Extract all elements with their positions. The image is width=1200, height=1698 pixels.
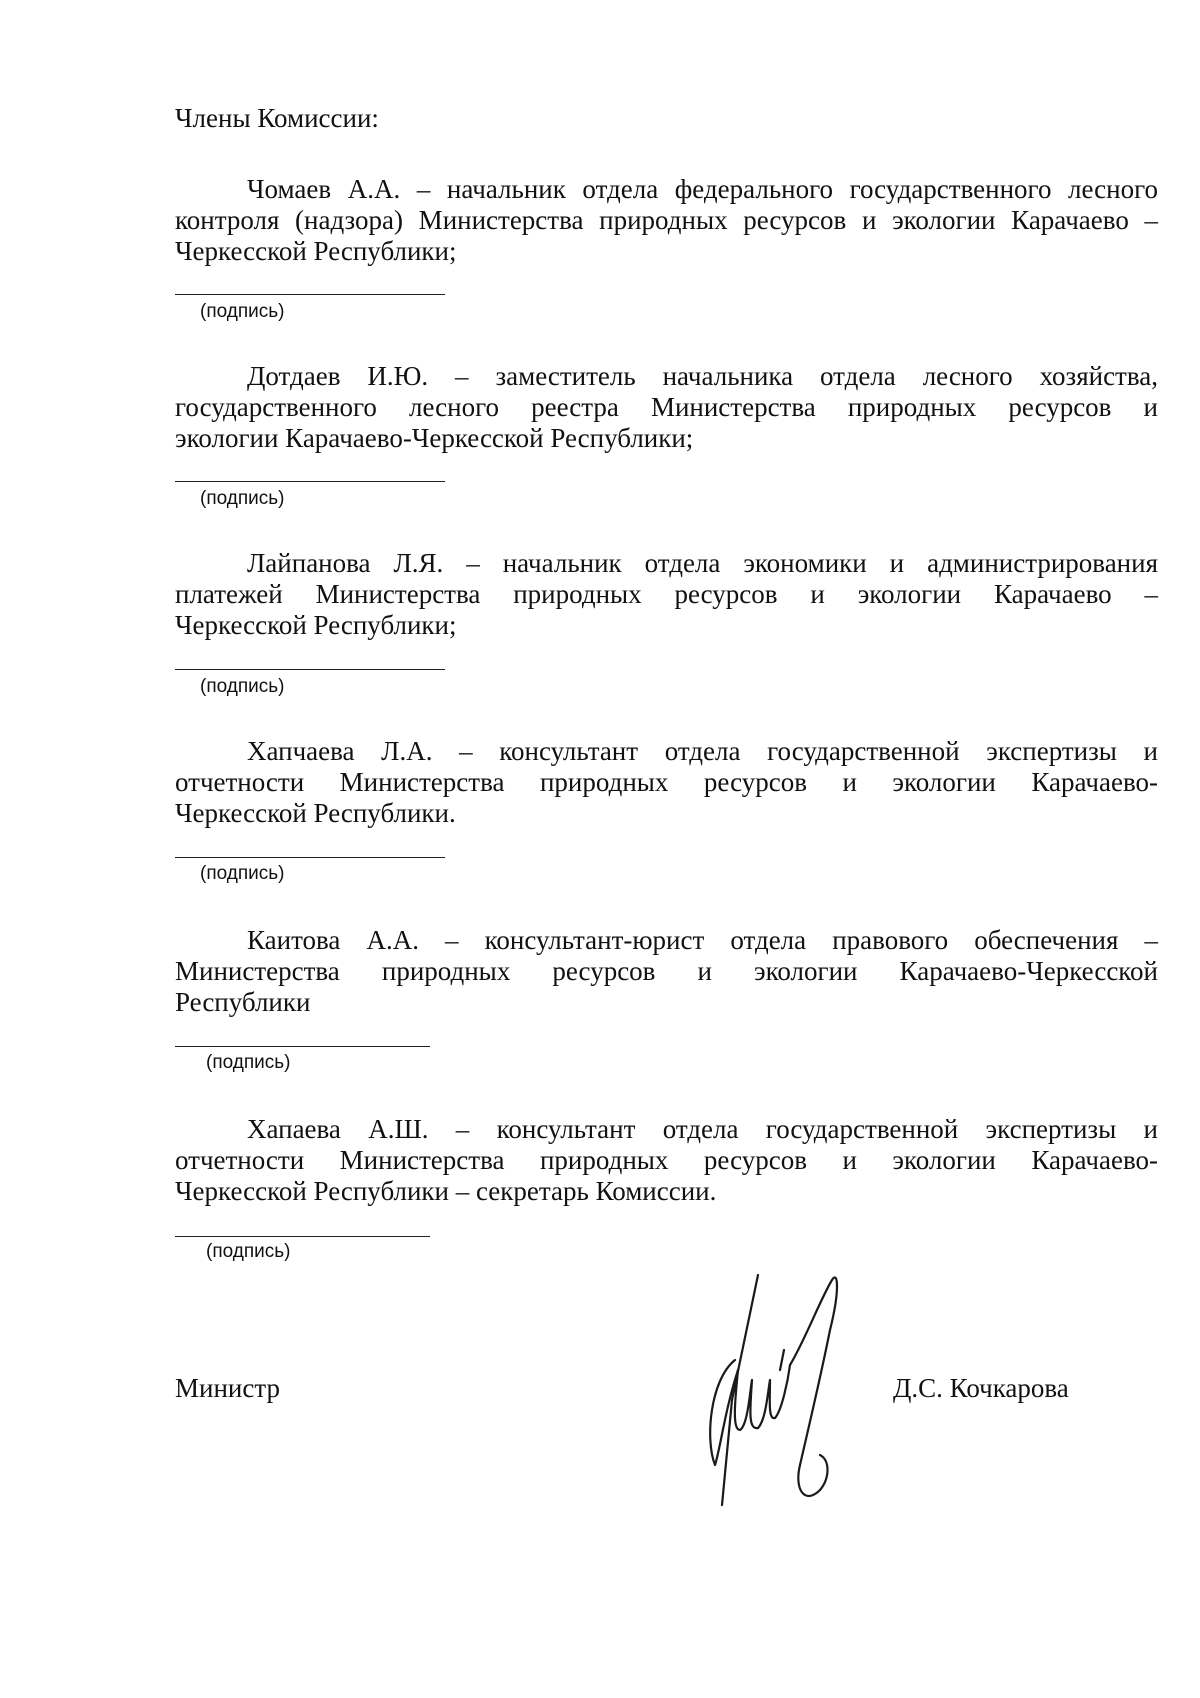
minister-name: Д.С. Кочкарова bbox=[893, 1373, 1069, 1403]
signature-caption: (подпись) bbox=[200, 301, 285, 322]
member-entry bbox=[175, 925, 1158, 1018]
signature-caption: (подпись) bbox=[206, 1052, 291, 1073]
member-entry bbox=[175, 736, 1158, 829]
member-text-line: Чомаев А.А. – начальник отдела федерального государственного лесного bbox=[247, 174, 1158, 204]
signature-line bbox=[175, 1046, 430, 1047]
member-text-line: Черкесской Республики; bbox=[175, 610, 457, 640]
member-text-line: Черкесской Республики; bbox=[175, 236, 457, 266]
member-text-line: Хапаева А.Ш. – консультант отдела государственной экспертизы и bbox=[247, 1114, 1158, 1144]
member-text-line: Лайпанова Л.Я. – начальник отдела экономики и администрирования bbox=[247, 548, 1158, 578]
member-text-line: государственного лесного реестра Министерства природных ресурсов и bbox=[175, 392, 1158, 422]
signature-line bbox=[175, 857, 445, 858]
member-entry bbox=[175, 174, 1158, 267]
signature-caption: (подпись) bbox=[200, 676, 285, 697]
member-entry bbox=[175, 548, 1158, 641]
member-text-line: отчетности Министерства природных ресурсов и экологии Карачаево- bbox=[175, 1145, 1158, 1175]
signature-line bbox=[175, 481, 445, 482]
member-text-line: Черкесской Республики – секретарь Комиссии. bbox=[175, 1176, 717, 1206]
member-text-line: Черкесской Республики. bbox=[175, 798, 456, 828]
handwritten-signature bbox=[680, 1250, 860, 1520]
signature-line bbox=[175, 669, 445, 670]
page-heading: Члены Комиссии: bbox=[175, 103, 379, 133]
member-text-line: экологии Карачаево-Черкесской Республики; bbox=[175, 423, 694, 453]
signature-line bbox=[175, 294, 445, 295]
signature-caption: (подпись) bbox=[200, 488, 285, 509]
member-text-line: платежей Министерства природных ресурсов и экологии Карачаево – bbox=[175, 579, 1158, 609]
member-entry bbox=[175, 361, 1158, 454]
member-text-line: Хапчаева Л.А. – консультант отдела государственной экспертизы и bbox=[247, 736, 1158, 766]
signature-line bbox=[175, 1236, 430, 1237]
member-text-line: Дотдаев И.Ю. – заместитель начальника отдела лесного хозяйства, bbox=[247, 361, 1158, 391]
member-entry bbox=[175, 1114, 1158, 1207]
member-text-line: Министерства природных ресурсов и экологии Карачаево-Черкесской bbox=[175, 956, 1158, 986]
minister-title: Министр bbox=[175, 1373, 280, 1403]
signature-caption: (подпись) bbox=[200, 863, 285, 884]
member-text-line: Каитова А.А. – консультант-юрист отдела правового обеспечения – bbox=[247, 925, 1158, 955]
member-text-line: Республики bbox=[175, 987, 311, 1017]
member-text-line: отчетности Министерства природных ресурсов и экологии Карачаево- bbox=[175, 767, 1158, 797]
member-text-line: контроля (надзора) Министерства природных ресурсов и экологии Карачаево – bbox=[175, 205, 1158, 235]
signature-caption: (подпись) bbox=[206, 1241, 291, 1262]
